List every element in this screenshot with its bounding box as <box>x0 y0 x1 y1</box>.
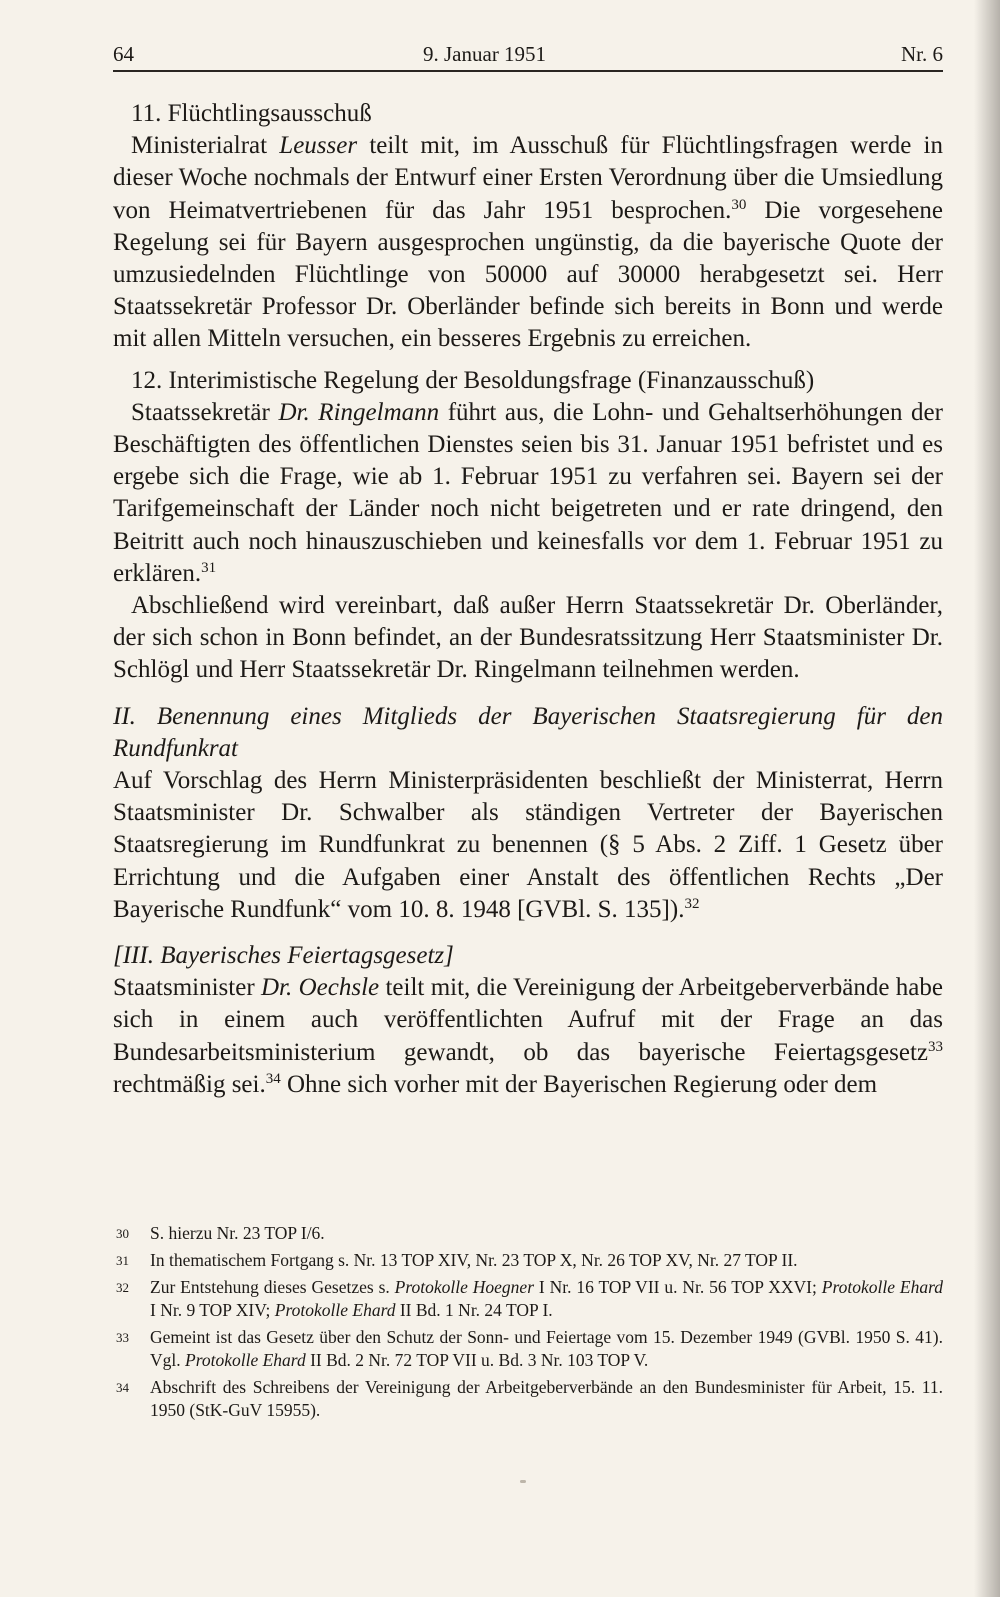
footnote-text: II Bd. 1 Nr. 24 TOP I. <box>395 1300 553 1320</box>
section-II-paragraph <box>113 765 943 926</box>
text-run: teilt mit, die Vereinigung der Arbeitgeberverbände habe sich in einem auch veröffentlichten Aufruf mit der Frage an das Bundesarbeitsministerium gewandt, ob das bayerische Feiertagsgesetz <box>113 974 944 1066</box>
header-issue-number: Nr. 6 <box>901 42 943 66</box>
footnote-33 <box>113 1326 943 1372</box>
text-run: Auf Vorschlag des Herrn Ministerpräsidenten beschließt der Ministerrat, Herrn Staatsminister Dr. Schwalber als ständigen Vertreter der Bayerischen Staatsregierung im Rundfunkrat zu benennen (§ 5 Abs. 2 Ziff. 1 Gesetz über Errichtung und die Aufgaben einer Anstalt des öffentlichen Rechts „Der Bayerische Rundfunk“ vom 10. 8. 1948 [GVBl. S. 135]). <box>113 767 943 923</box>
footnote-number: 34 <box>116 1380 129 1395</box>
person-name: Dr. Ringelmann <box>278 398 440 426</box>
citation-title: Protokolle Hoegner <box>394 1277 535 1297</box>
page-number: 64 <box>113 42 134 66</box>
person-name: Dr. Oechsle <box>261 974 380 1002</box>
section-12-paragraph <box>113 397 943 590</box>
header-rule <box>113 70 943 72</box>
footnote-text: I Nr. 9 TOP XIV; <box>150 1300 275 1320</box>
page-edge-shadow <box>974 0 1000 1597</box>
footnote-number: 31 <box>116 1253 129 1268</box>
paper-speck <box>520 1480 526 1483</box>
section-II-heading: II. Benennung eines Mitglieds der Bayerischen Staatsregierung für den Rundfunkrat <box>113 702 943 762</box>
citation-title: Protokolle Ehard <box>821 1277 943 1297</box>
text-run: Staatssekretär <box>131 398 279 426</box>
footnote-30 <box>113 1222 943 1245</box>
footnote-number: 33 <box>116 1330 129 1345</box>
footnote-text: II Bd. 2 Nr. 72 TOP VII u. Bd. 3 Nr. 103 TOP V. <box>305 1350 649 1370</box>
citation-title: Protokolle Ehard <box>185 1350 306 1370</box>
text-run: Ohne sich vorher mit der Bayerischen Regierung oder dem <box>280 1070 878 1098</box>
text-run: rechtmäßig sei. <box>113 1070 266 1098</box>
section-12-heading: 12. Interimistische Regelung der Besoldungsfrage (Finanzausschuß) <box>131 366 815 394</box>
person-name: Leusser <box>279 132 358 160</box>
section-III-paragraph <box>113 972 943 1101</box>
footnote-ref-34[interactable]: 34 <box>265 1070 281 1087</box>
section-12-paragraph-2: Abschließend wird vereinbart, daß außer Herrn Staatssekretär Dr. Oberländer, der sich schon in Bonn befindet, an der Bundesratssitzung Herr Staatsminister Dr. Schlögl und Herr Staatssekretär Dr. Ringelmann teilnehmen werden. <box>113 592 943 684</box>
text-run: führt aus, die Lohn- und Gehaltserhöhungen der Beschäftigten des öffentlichen Dienstes seien bis 31. Januar 1951 befristet und es ergebe sich die Frage, wie ab 1. Februar 1951 zu verfahren sei. Bayern sei der Tarifgemeinschaft der Länder noch nicht beigetreten und er rate dringend, den Beitritt auch noch hinauszuschieben und keinesfalls vor dem 1. Februar 1951 zu erklären. <box>113 398 943 587</box>
section-11-heading: 11. Flüchtlingsausschuß <box>131 100 372 127</box>
footnote-ref-32[interactable]: 32 <box>684 895 700 912</box>
footnote-text: S. hierzu Nr. 23 TOP I/6. <box>150 1223 325 1243</box>
footnote-text: Abschrift des Schreibens der Vereinigung der Arbeitgeberverbände an den Bundesminister für Arbeit, 15. 11. 1950 (StK-GuV 15955). <box>150 1377 943 1420</box>
citation-title: Protokolle Ehard <box>274 1300 396 1320</box>
section-11-paragraph <box>113 130 943 355</box>
footnote-31 <box>113 1249 943 1272</box>
text-run: Die vorgesehene Regelung sei für Bayern ausgesprochen ungünstig, da die bayerische Quote der umzusiedelnden Flüchtlinge von 50000 auf 30000 herabgesetzt sei. Herr Staatssekretär Professor Dr. Oberländer befinde sich bereits in Bonn und werde mit allen Mitteln versuchen, ein besseres Ergebnis zu erreichen. <box>113 196 943 353</box>
footnote-ref-31[interactable]: 31 <box>201 559 217 576</box>
footnotes <box>113 1222 943 1426</box>
footnote-number: 30 <box>116 1226 129 1241</box>
main-text <box>113 98 943 1101</box>
footnote-32 <box>113 1276 943 1322</box>
text-run: teilt mit, im Ausschuß für Flüchtlingsfragen werde in dieser Woche nochmals der Entwurf einer Ersten Verordnung über die Umsiedlung von Heimatvertriebenen für das Jahr 1951 besprochen. <box>113 132 943 224</box>
footnote-text: Zur Entstehung dieses Gesetzes s. <box>150 1277 395 1297</box>
footnote-text: Gemeint ist das Gesetz über den Schutz der Sonn- und Feiertage vom 15. Dezember 1949 (GVBl. 1950 S. 41). Vgl. <box>150 1327 943 1370</box>
text-run: Staatsminister <box>113 974 261 1002</box>
section-III-heading: [III. Bayerisches Feiertagsgesetz] <box>113 942 454 970</box>
header-date: 9. Januar 1951 <box>423 42 547 66</box>
text-run: Ministerialrat <box>131 132 280 160</box>
footnote-text: I Nr. 16 TOP VII u. Nr. 56 TOP XXVI; <box>534 1277 822 1297</box>
footnote-ref-33[interactable]: 33 <box>928 1038 943 1055</box>
footnote-number: 32 <box>116 1280 129 1295</box>
footnote-34 <box>113 1376 943 1422</box>
footnote-text: In thematischem Fortgang s. Nr. 13 TOP XIV, Nr. 23 TOP X, Nr. 26 TOP XV, Nr. 27 TOP II. <box>150 1250 798 1270</box>
footnote-ref-30[interactable]: 30 <box>731 196 747 213</box>
